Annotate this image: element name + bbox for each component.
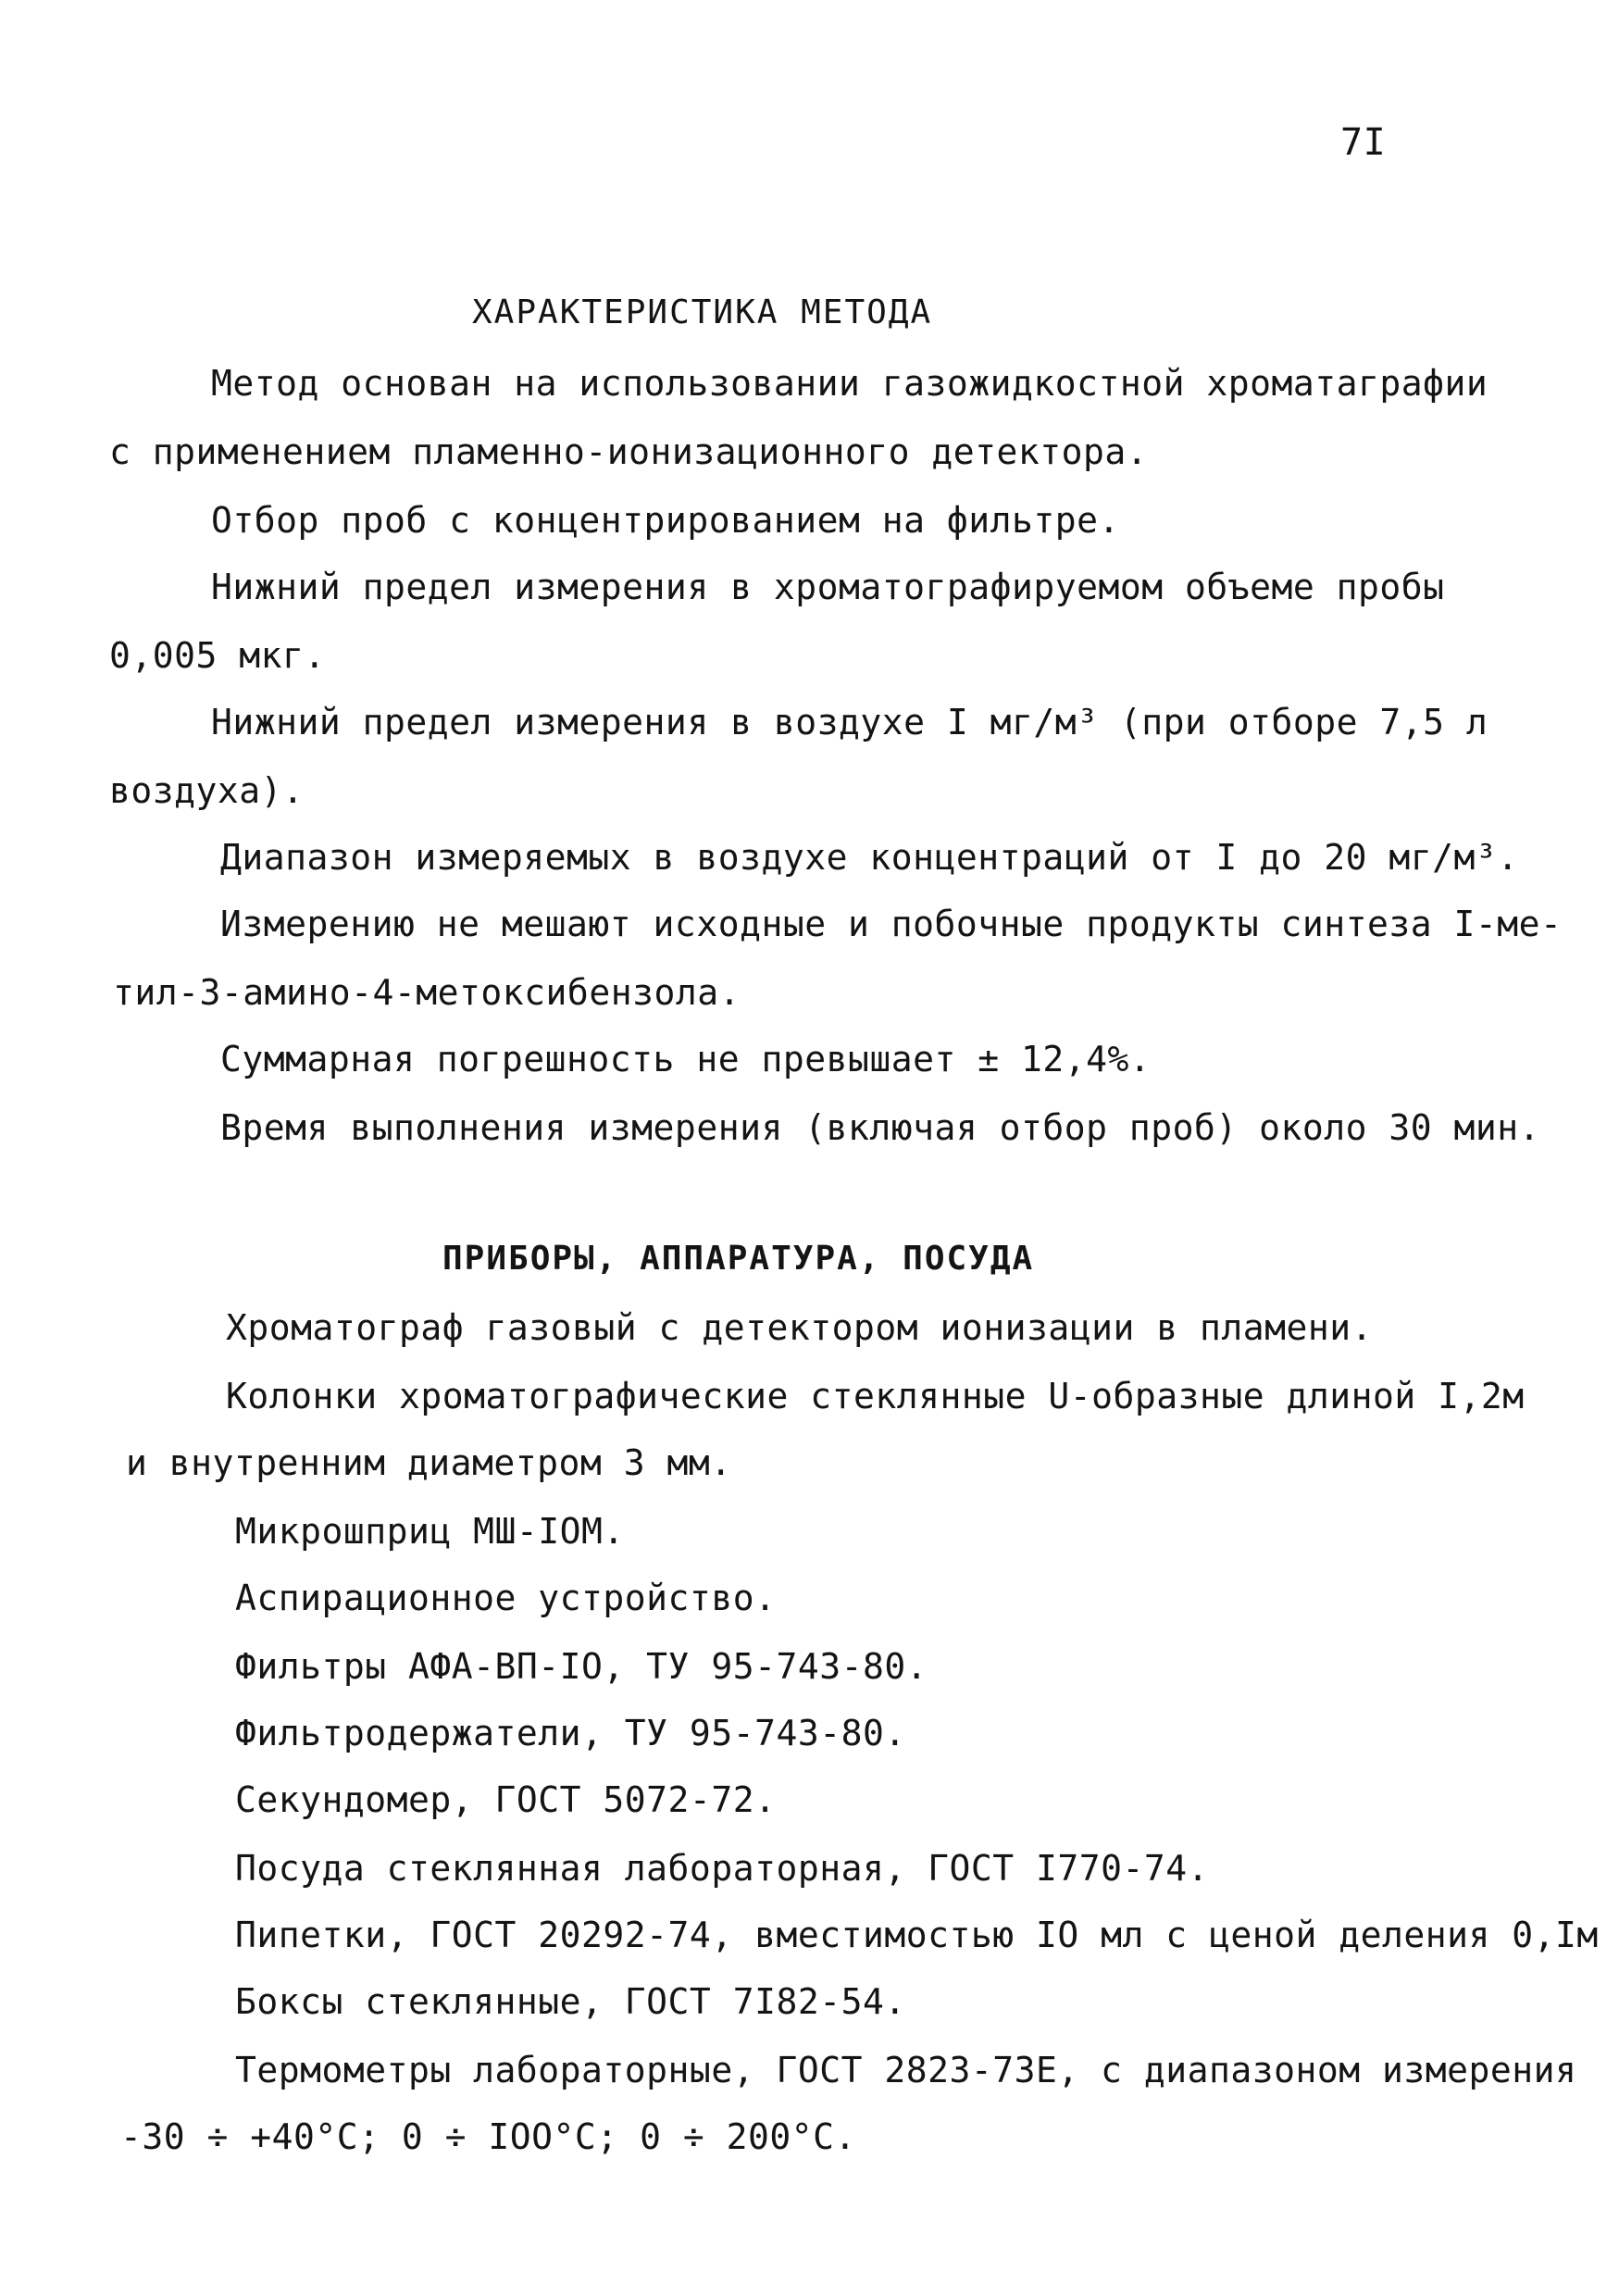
- text-line: Измерению не мешают исходные и побочные продукты синтеза I-ме-: [220, 904, 1563, 944]
- text-line: 0,005 мкг.: [109, 635, 326, 676]
- section-heading-method: ХАРАКТЕРИСТИКА МЕТОДА: [472, 293, 933, 331]
- text-line: Пипетки, ГОСТ 20292-74, вместимостью IО мл с ценой деления 0,Iм: [235, 1915, 1599, 1955]
- text-line: Аспирационное устройство.: [235, 1578, 777, 1618]
- text-line: Термометры лабораторные, ГОСТ 2823-73Е, с диапазоном измерения: [235, 2050, 1577, 2090]
- text-line: Суммарная погрешность не превышает ± 12,4%.: [220, 1039, 1152, 1079]
- text-line: Хроматограф газовый с детектором ионизации в пламени.: [226, 1307, 1374, 1348]
- page-number: 7I: [1340, 121, 1387, 164]
- text-line: воздуха).: [109, 770, 305, 811]
- text-line: Нижний предел измерения в воздухе I мг/м³ (при отборе 7,5 л: [211, 702, 1488, 742]
- text-line: Боксы стеклянные, ГОСТ 7I82-54.: [235, 1981, 906, 2022]
- text-line: Фильтры АФА-ВП-IО, ТУ 95-743-80.: [235, 1646, 928, 1687]
- text-line: тил-3-амино-4-метоксибензола.: [113, 972, 741, 1013]
- text-line: Фильтродержатели, ТУ 95-743-80.: [235, 1713, 906, 1753]
- text-line: Колонки хроматографические стеклянные U-образные длиной I,2м: [226, 1376, 1525, 1416]
- text-line: и внутренним диаметром 3 мм.: [126, 1442, 732, 1483]
- text-line: Посуда стеклянная лабораторная, ГОСТ I770-74.: [235, 1848, 1210, 1889]
- text-line: Метод основан на использовании газожидкостной хроматаграфии: [211, 363, 1488, 404]
- text-line: Секундомер, ГОСТ 5072-72.: [235, 1779, 777, 1820]
- text-line: Нижний предел измерения в хроматографируемом объеме пробы: [211, 567, 1445, 607]
- text-line: Микрошприц МШ-IОМ.: [235, 1511, 625, 1552]
- text-line: Диапазон измеряемых в воздухе концентраций от I до 20 мг/м³.: [220, 837, 1519, 878]
- text-line: Отбор проб с концентрированием на фильтре.: [211, 500, 1120, 541]
- section-heading-equipment: ПРИБОРЫ, АППАРАТУРА, ПОСУДА: [442, 1240, 1035, 1278]
- text-line: Время выполнения измерения (включая отбор проб) около 30 мин.: [220, 1107, 1541, 1148]
- text-line: с применением пламенно-ионизационного детектора.: [109, 431, 1149, 472]
- text-line: -30 ÷ +40°С; 0 ÷ IОО°С; 0 ÷ 200°С.: [120, 2116, 856, 2157]
